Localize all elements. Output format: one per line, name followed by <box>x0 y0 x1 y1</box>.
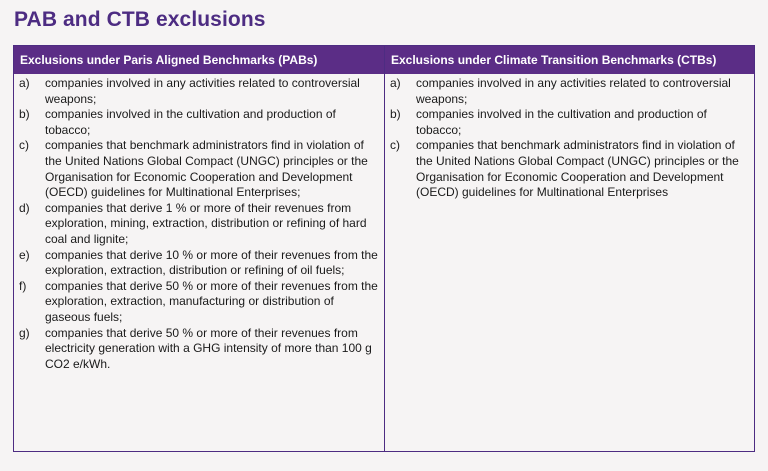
item-letter: e) <box>19 247 30 262</box>
pab-item-a <box>14 76 384 107</box>
item-letter: d) <box>19 200 30 215</box>
item-text: companies that derive 50 % or more of their revenues from the exploration, extraction, manufacturing or distribution of gaseous fuels; <box>45 278 378 324</box>
ctb-item-c <box>385 138 754 200</box>
item-text: companies that benchmark administrators find in violation of the United Nations Global Compact (UNGC) principles or the Organisation for Economic Cooperation and Development (OECD) guidelines for Multinational Enterprises; <box>45 138 368 200</box>
ctb-item-b <box>385 107 754 138</box>
pab-item-c <box>14 138 384 200</box>
item-text: companies involved in any activities related to controversial weapons; <box>45 76 360 106</box>
pab-exclusion-list <box>14 74 384 372</box>
pab-item-g <box>14 326 384 373</box>
ctb-exclusion-list <box>385 74 754 201</box>
item-letter: g) <box>19 325 30 340</box>
ctb-item-a <box>385 76 754 107</box>
ctb-column-header: Exclusions under Climate Transition Benchmarks (CTBs) <box>385 46 754 74</box>
item-letter: a) <box>390 76 401 90</box>
item-text: companies that benchmark administrators find in violation of the United Nations Global Compact (UNGC) principles or the Organisation for Economic Cooperation and Development (OECD) guidelines for Multinational Enterprises <box>416 138 739 200</box>
pab-item-f <box>14 279 384 326</box>
page-title: PAB and CTB exclusions <box>14 8 266 31</box>
item-text: companies that derive 50 % or more of their revenues from electricity generation with a GHG intensity of more than 100 g CO2 e/kWh. <box>45 325 372 371</box>
item-letter: a) <box>19 76 30 90</box>
pab-column <box>14 46 384 451</box>
pab-column-header: Exclusions under Paris Aligned Benchmarks (PABs) <box>14 46 384 74</box>
ctb-column <box>384 46 754 451</box>
pab-item-b <box>14 107 384 138</box>
pab-item-e <box>14 248 384 279</box>
item-letter: c) <box>390 138 400 153</box>
item-letter: f) <box>19 278 27 293</box>
item-text: companies involved in any activities related to controversial weapons; <box>416 76 731 106</box>
item-text: companies involved in the cultivation and production of tobacco; <box>45 107 336 137</box>
item-text: companies that derive 1 % or more of their revenues from exploration, mining, extraction, distribution or refining of hard coal and lignite; <box>45 200 367 246</box>
item-letter: b) <box>390 107 401 122</box>
item-letter: b) <box>19 107 30 122</box>
item-letter: c) <box>19 138 29 153</box>
item-text: companies that derive 10 % or more of their revenues from the exploration, extraction, distribution or refining of oil fuels; <box>45 247 378 278</box>
exclusions-table <box>13 45 755 452</box>
pab-item-d <box>14 201 384 248</box>
item-text: companies involved in the cultivation and production of tobacco; <box>416 107 707 137</box>
